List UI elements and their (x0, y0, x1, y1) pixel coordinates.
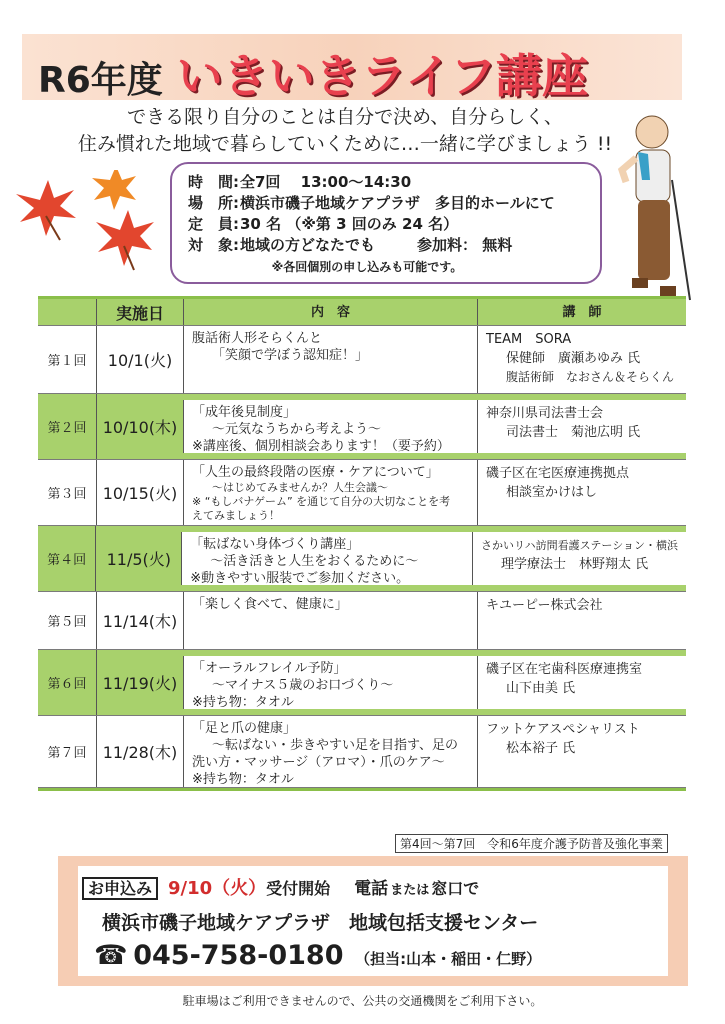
content-line: 「笑顔で学ぼう認知症！」 (212, 348, 369, 363)
lecturer-line: 司法書士 菊池広明 氏 (506, 425, 641, 440)
session-content (183, 716, 477, 787)
session-number: 第３回 (47, 487, 87, 502)
content-line: 〜元気なうちから考えよう〜 (212, 422, 382, 437)
apply-org: 横浜市磯子地域ケアプラザ 地域包括支援センター (102, 912, 539, 934)
content-line: 洗い方・マッサージ（アロマ）・爪のケア〜 (192, 755, 445, 770)
info-fee: 参加料： 無料 (417, 236, 513, 254)
session-date: 11/28(木) (96, 716, 183, 787)
lecturer-line: 磯子区在宅歯科医療連携室 (486, 662, 643, 677)
session-lecturer (472, 532, 686, 585)
parking-note: 駐車場はご利用できませんので、公共の交通機関をご利用下さい。 (182, 994, 543, 1008)
subsidy-footnote: 第4回〜第7回 令和6年度介護予防普及強化事業 (395, 834, 668, 853)
header-col-date: 実施日 (96, 299, 183, 325)
header-col-content: 内 容 (183, 299, 477, 325)
info-target: 対 象:地域の方どなたでも 参加料： 無料 (188, 236, 513, 254)
content-line: ※講座後、個別相談会あります！（要予約） (192, 439, 450, 454)
header-col-no (38, 299, 96, 325)
content-line: ※ “もしバナゲーム” を通じて自分の大切なことを考 (192, 495, 451, 508)
content-line: 「成年後見制度」 (192, 405, 297, 420)
session-number: 第２回 (47, 421, 87, 436)
session-date: 10/10(木) (96, 394, 183, 459)
schedule-row (38, 650, 686, 716)
session-lecturer (477, 400, 686, 453)
schedule-row (38, 460, 686, 526)
session-date: 11/19(火) (96, 650, 183, 715)
lecturer-line: 磯子区在宅医療連携拠点 (486, 466, 630, 481)
application-inner (78, 866, 668, 976)
session-number: 第４回 (47, 553, 87, 568)
session-date: 10/1(火) (96, 326, 183, 393)
session-content (183, 460, 477, 525)
session-number: 第１回 (47, 354, 87, 369)
session-date: 10/15(火) (96, 460, 183, 525)
session-number: 第５回 (47, 615, 87, 630)
lead-line-2: 住み慣れた地域で暮らしていくために…一緒に学びましょう !! (77, 133, 613, 155)
session-content (181, 532, 472, 585)
session-date: 11/5(火) (95, 526, 181, 591)
event-info-box (170, 162, 602, 284)
schedule-bottom-rule (38, 788, 686, 791)
session-lecturer (477, 716, 686, 787)
maple-leaves-illustration (10, 170, 160, 290)
session-content (183, 592, 477, 649)
header-col-lecturer: 講 師 (477, 299, 686, 325)
content-line: 〜はじめてみませんか？人生会議〜 (212, 481, 388, 494)
info-note: ※各回個別の申し込みも可能です。 (271, 260, 463, 274)
apply-badge: お申込み (82, 877, 158, 900)
content-line: ※持ち物：タオル (192, 695, 294, 710)
content-line: 「人生の最終段階の医療・ケアについて」 (192, 465, 439, 480)
application-line (82, 874, 479, 900)
lecturer-line: 腹話術師 なおさん＆そらくん (506, 370, 675, 384)
schedule-header-row (38, 296, 686, 326)
content-line: ※持ち物：タオル (192, 772, 294, 787)
lecturer-line: 松本裕子 氏 (506, 741, 576, 756)
session-number: 第７回 (47, 746, 87, 761)
walking-man-illustration (612, 110, 702, 310)
page-title (38, 40, 588, 106)
session-lecturer (477, 326, 686, 393)
content-line: 「楽しく食べて、健康に」 (192, 597, 348, 612)
phone-icon: ☎ (94, 940, 128, 971)
apply-tel-number[interactable]: 045-758-0180 (133, 940, 344, 971)
lecturer-line: 神奈川県司法書士会 (486, 406, 604, 421)
title-main: いきいきライフ講座 (176, 49, 589, 103)
content-line: 「転ばない身体づくり講座」 (190, 537, 360, 552)
info-time: 時 間:全7回 13:00〜14:30 (188, 173, 412, 191)
session-lecturer (477, 592, 686, 649)
title-year: R6年度 (38, 60, 163, 101)
lecturer-line: 相談室かけはし (506, 485, 598, 500)
content-line: 〜マイナス５歳のお口づくり〜 (212, 678, 394, 693)
lecturer-line: 理学療法士 林野翔太 氏 (500, 557, 649, 572)
schedule-row (38, 526, 686, 592)
lead-line-1: できる限り自分のことは自分で決め、自分らしく、 (127, 106, 563, 128)
lecturer-line: 保健師 廣瀬あゆみ 氏 (506, 351, 641, 366)
session-lecturer (477, 656, 686, 709)
content-line: 腹話術人形そらくんと (192, 331, 323, 346)
session-lecturer (477, 460, 686, 525)
schedule-row (38, 394, 686, 460)
lecturer-line: さかいリハ訪問看護ステーション・横浜 (480, 539, 678, 552)
info-capacity: 定 員:30 名 （※第 3 回のみ 24 名） (188, 215, 459, 233)
lecturer-line: フットケアスペシャリスト (486, 722, 640, 737)
content-line: えてみましょう！ (192, 509, 280, 522)
session-content (183, 326, 477, 393)
lecturer-line: TEAM SORA (486, 332, 572, 347)
apply-tel-line (94, 940, 541, 971)
content-line: ※動きやすい服装でご参加ください。 (190, 571, 410, 586)
session-number: 第６回 (47, 677, 87, 692)
lecturer-line: 山下由美 氏 (506, 681, 576, 696)
apply-or: または (390, 883, 430, 898)
content-line: 「オーラルフレイル予防」 (192, 661, 347, 676)
apply-phone-label: 電話 (354, 879, 389, 899)
lecturer-line: キユーピー株式会社 (486, 598, 603, 613)
apply-window: 窓口で (431, 879, 480, 898)
apply-date: 9/10（火） (168, 878, 267, 899)
application-box (58, 856, 688, 986)
session-date: 11/14(木) (96, 592, 183, 649)
session-content (183, 400, 477, 453)
schedule-row (38, 326, 686, 394)
content-line: 〜転ばない・歩きやすい足を目指す、足の (212, 738, 458, 753)
info-place: 場 所:横浜市磯子地域ケアプラザ 多目的ホールにて (188, 194, 555, 212)
content-line: 〜活き活きと人生をおくるために〜 (210, 554, 419, 569)
session-content (183, 656, 477, 709)
apply-start: 受付開始 (266, 879, 331, 898)
content-line: 「足と爪の健康」 (192, 721, 297, 736)
schedule-row (38, 716, 686, 788)
schedule-table (38, 296, 686, 791)
apply-contact: （担当:山本・稲田・仁野） (355, 950, 542, 968)
schedule-row (38, 592, 686, 650)
lead-text (60, 104, 630, 158)
